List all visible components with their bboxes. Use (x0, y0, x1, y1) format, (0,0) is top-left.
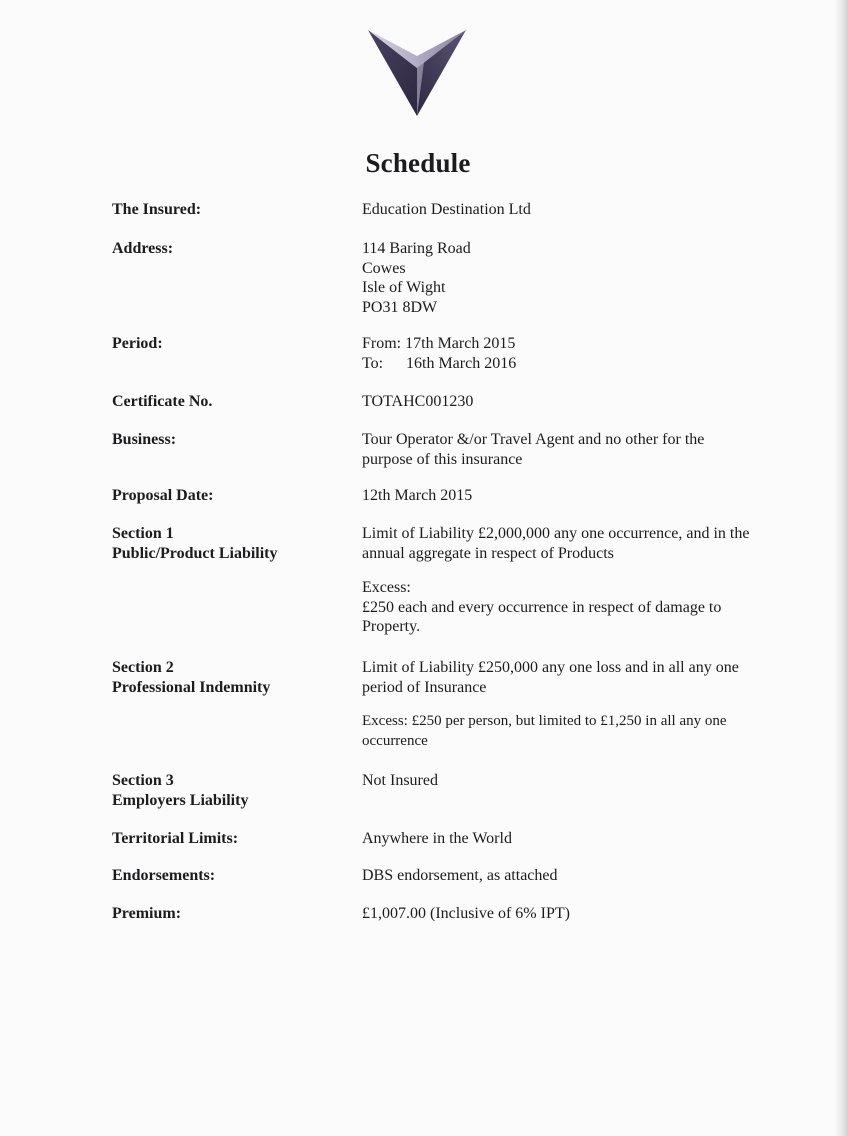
period-value (362, 334, 802, 373)
insured-label: The Insured: (112, 201, 202, 218)
certificate-value: TOTAHC001230 (362, 393, 474, 410)
premium-label: Premium: (112, 905, 182, 922)
section-2-limit: Limit of Liability £250,000 any one loss and in all any one period of Insurance (362, 659, 739, 696)
business-value: Tour Operator &/or Travel Agent and no other for the purpose of this insurance (362, 431, 705, 468)
section-1-name: Public/Product Liability (112, 545, 278, 562)
period-from-date: 17th March 2015 (405, 335, 516, 352)
period-to-date: 16th March 2016 (406, 354, 517, 372)
address-value (362, 239, 802, 317)
endorsements-value: DBS endorsement, as attached (362, 867, 558, 884)
endorsements-label: Endorsements: (112, 867, 216, 884)
proposal-date-value: 12th March 2015 (362, 487, 473, 504)
section-3-label (112, 771, 352, 811)
certificate-label: Certificate No. (112, 393, 213, 410)
section-1-label (112, 524, 352, 564)
insured-value: Education Destination Ltd (362, 201, 531, 218)
proposal-date-label: Proposal Date: (112, 487, 214, 504)
section-1-excess: £250 each and every occurrence in respect of damage to Property. (362, 598, 722, 635)
section-2-name: Professional Indemnity (112, 679, 271, 696)
address-line: PO31 8DW (362, 298, 438, 316)
section-3-number: Section 3 (112, 772, 174, 789)
page-title: Schedule (365, 148, 471, 178)
section-2-excess: Excess: £250 per person, but limited to £1,250 in all any one occurrence (362, 713, 727, 749)
section-3-value: Not Insured (362, 772, 438, 789)
section-1-value (362, 524, 782, 637)
section-2-number: Section 2 (112, 659, 174, 676)
period-from-label: From: (362, 335, 402, 352)
address-line: 114 Baring Road (362, 240, 471, 257)
section-2-value (362, 658, 772, 751)
territorial-limits-value: Anywhere in the World (362, 830, 512, 847)
business-label: Business: (112, 431, 177, 448)
period-from (362, 334, 802, 354)
address-line: Isle of Wight (362, 279, 446, 296)
territorial-limits-label: Territorial Limits: (112, 830, 239, 847)
period-to (362, 354, 802, 374)
section-3-name: Employers Liability (112, 792, 249, 809)
section-1-excess-heading: Excess: (362, 579, 411, 596)
period-label: Period: (112, 335, 163, 352)
page-edge-shadow (834, 0, 848, 1136)
chevron-logo-icon (366, 28, 468, 118)
period-to-label: To: (362, 354, 384, 372)
section-2-label (112, 658, 352, 698)
address-label: Address: (112, 240, 174, 257)
section-1-number: Section 1 (112, 525, 174, 542)
section-1-limit: Limit of Liability £2,000,000 any one occurrence, and in the annual aggregate in respect of Products (362, 525, 750, 562)
address-line: Cowes (362, 259, 406, 277)
premium-value: £1,007.00 (Inclusive of 6% IPT) (362, 905, 570, 922)
